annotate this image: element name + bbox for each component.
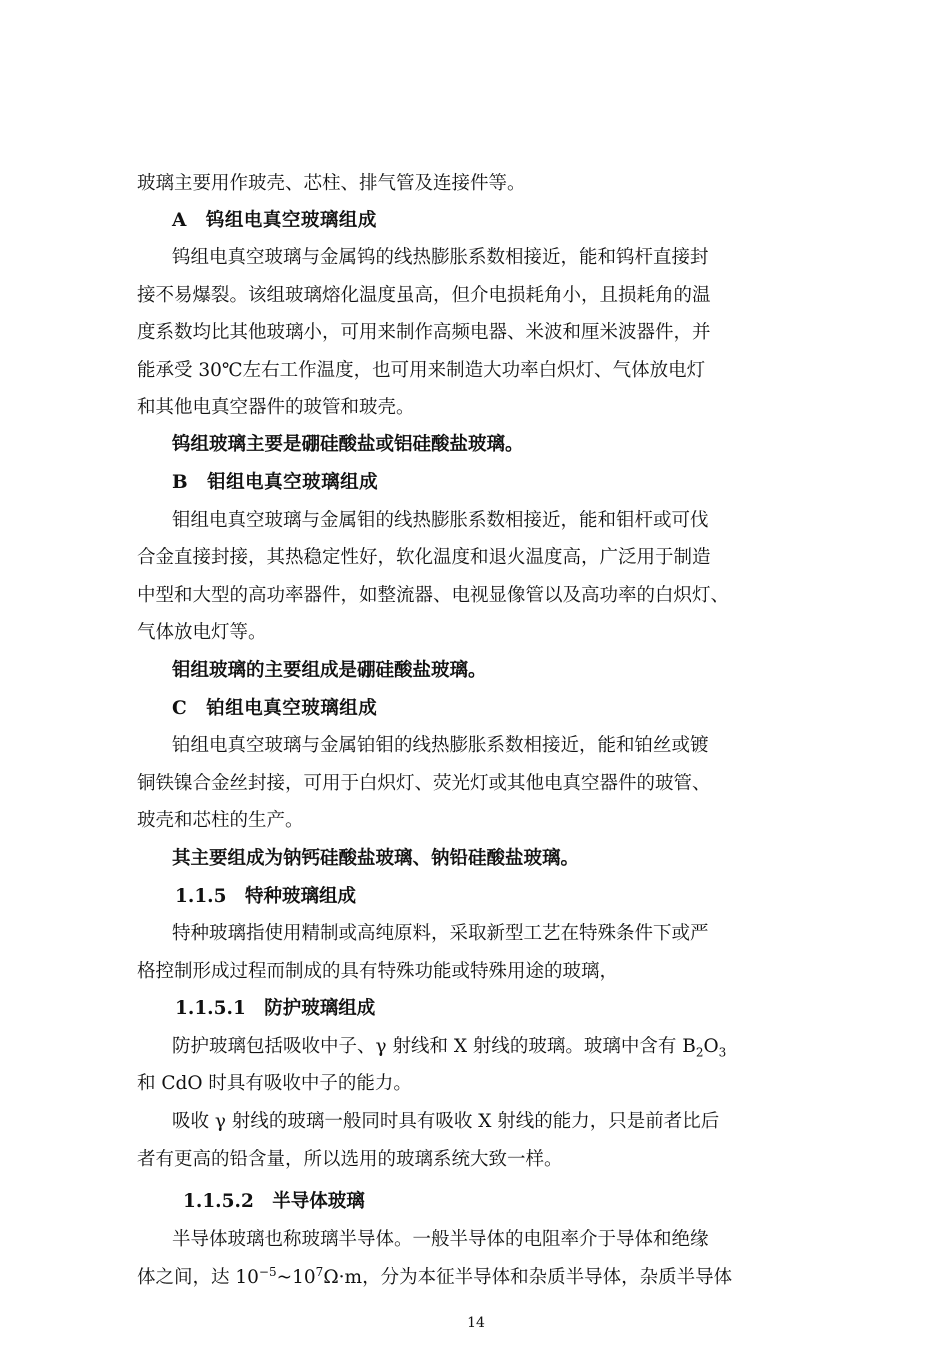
text-line: 半导体玻璃也称玻璃半导体。一般半导体的电阻率介于导体和绝缘 <box>172 1229 709 1250</box>
section-heading-b: B 钼组电真空玻璃组成 <box>172 472 379 493</box>
text-line: 能承受 30℃左右工作温度，也可用来制造大功率白炽灯、气体放电灯 <box>137 360 706 381</box>
text-line: 防护玻璃包括吸收中子、γ 射线和 X 射线的玻璃。玻璃中含有 $B_2O_3$ <box>172 1036 727 1060</box>
section-heading-a: A 钨组电真空玻璃组成 <box>172 210 377 231</box>
text-line: 玻璃主要用作玻壳、芯柱、排气管及连接件等。 <box>137 173 526 194</box>
section-heading-1-1-5: 1.1.5 特种玻璃组成 <box>175 886 356 907</box>
text-line: 铜铁镍合金丝封接，可用于白炽灯、荧光灯或其他电真空器件的玻管、 <box>137 773 711 794</box>
text-line: 特种玻璃指使用精制或高纯原料，采取新型工艺在特殊条件下或严 <box>172 923 709 944</box>
text-line: 体之间，达 $10^{-5}\sim 10^7\Omega\cdot m$，分为本征半导体和杂质半导体，杂质半导体 <box>137 1264 733 1288</box>
text-line: 度系数均比其他玻璃小，可用来制作高频电器、米波和厘米波器件，并 <box>137 322 711 343</box>
text-line: 其主要组成为钠钙硅酸盐玻璃、钠铅硅酸盐玻璃。 <box>172 848 580 869</box>
text-line: 气体放电灯等。 <box>137 622 267 643</box>
text-line: 钼组电真空玻璃与金属钼的线热膨胀系数相接近，能和钼杆或可伐 <box>172 510 709 531</box>
text-line: 格控制形成过程而制成的具有特殊功能或特殊用途的玻璃， <box>137 961 619 982</box>
text-line: 钨组电真空玻璃与金属钨的线热膨胀系数相接近，能和钨杆直接封 <box>172 247 709 268</box>
text-line: 和 CdO 时具有吸收中子的能力。 <box>137 1073 412 1094</box>
section-heading-1-1-5-2: 1.1.5.2 半导体玻璃 <box>183 1191 365 1212</box>
text-line: 铂组电真空玻璃与金属铂钼的线热膨胀系数相接近，能和铂丝或镀 <box>172 735 709 756</box>
text-line: 接不易爆裂。该组玻璃熔化温度虽高，但介电损耗角小，且损耗角的温 <box>137 285 711 306</box>
text-line: 玻壳和芯柱的生产。 <box>137 810 304 831</box>
text-line: 钼组玻璃的主要组成是硼硅酸盐玻璃。 <box>172 660 487 681</box>
text-line: 吸收 γ 射线的玻璃一般同时具有吸收 X 射线的能力，只是前者比后 <box>172 1111 720 1132</box>
text-line: 中型和大型的高功率器件，如整流器、电视显像管以及高功率的白炽灯、 <box>137 585 730 606</box>
page-number: 14 <box>467 1315 485 1331</box>
section-heading-1-1-5-1: 1.1.5.1 防护玻璃组成 <box>175 998 376 1019</box>
text-line: 合金直接封接，其热稳定性好，软化温度和退火温度高，广泛用于制造 <box>137 547 711 568</box>
text-line: 者有更高的铅含量，所以选用的玻璃系统大致一样。 <box>137 1149 563 1170</box>
text-line: 和其他电真空器件的玻管和玻壳。 <box>137 397 415 418</box>
section-heading-c: C 铂组电真空玻璃组成 <box>172 698 378 719</box>
text-line: 钨组玻璃主要是硼硅酸盐或铝硅酸盐玻璃。 <box>172 434 524 455</box>
